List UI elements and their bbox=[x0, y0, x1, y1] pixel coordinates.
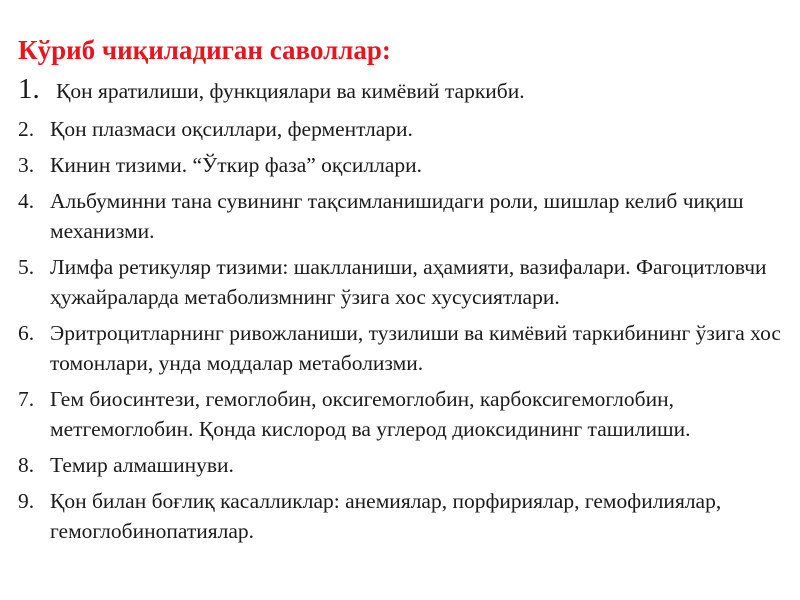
item-text: Кинин тизими. “Ўткир фаза” оқсиллари. bbox=[50, 153, 423, 177]
item-number: 6. bbox=[18, 321, 35, 345]
item-text: Қон плазмаси оқсиллари, ферментлари. bbox=[50, 117, 413, 141]
item-number: 1. bbox=[18, 73, 40, 105]
item-number: 4. bbox=[18, 189, 35, 213]
item-number: 2. bbox=[18, 117, 35, 141]
item-number: 7. bbox=[18, 387, 35, 411]
item-text: Темир алмашинуви. bbox=[50, 453, 234, 477]
list-item bbox=[18, 114, 788, 144]
page-title: Кўриб чиқиладиган саволлар: bbox=[18, 35, 391, 65]
item-text: Қон яратилиши, функциялари ва кимёвий таркиби. bbox=[56, 79, 525, 103]
list-item bbox=[18, 486, 788, 546]
item-number: 8. bbox=[18, 453, 35, 477]
list-item bbox=[18, 384, 788, 444]
item-text: Гем биосинтези, гемоглобин, оксигемоглобин, карбоксигемоглобин, метгемоглобин. Қонда кислород ва углерод диоксидининг ташилиши. bbox=[50, 387, 691, 441]
list-item bbox=[18, 74, 788, 106]
list-item bbox=[18, 318, 788, 378]
item-number: 3. bbox=[18, 153, 35, 177]
list-item bbox=[18, 150, 788, 180]
item-text: Қон билан боғлиқ касалликлар: анемиялар, порфириялар, гемофилиялар, гемоглобинопатиялар. bbox=[50, 489, 722, 543]
list-item bbox=[18, 252, 788, 312]
item-text: Эритроцитларнинг ривожланиши, тузилиши ва кимёвий таркибининг ўзига хос томонлари, унда моддалар метаболизми. bbox=[50, 321, 781, 375]
list-item bbox=[18, 186, 788, 246]
item-number: 9. bbox=[18, 489, 35, 513]
item-number: 5. bbox=[18, 255, 35, 279]
list-item bbox=[18, 450, 788, 480]
item-text: Альбуминни тана сувининг тақсимланишидаги роли, шишлар келиб чиқиш механизми. bbox=[50, 189, 744, 243]
item-text: Лимфа ретикуляр тизими: шаклланиши, аҳамияти, вазифалари. Фагоцитловчи ҳужайраларда метаболизмнинг ўзига хос хусусиятлари. bbox=[50, 255, 767, 309]
slide bbox=[18, 30, 788, 552]
questions-list bbox=[18, 74, 788, 546]
